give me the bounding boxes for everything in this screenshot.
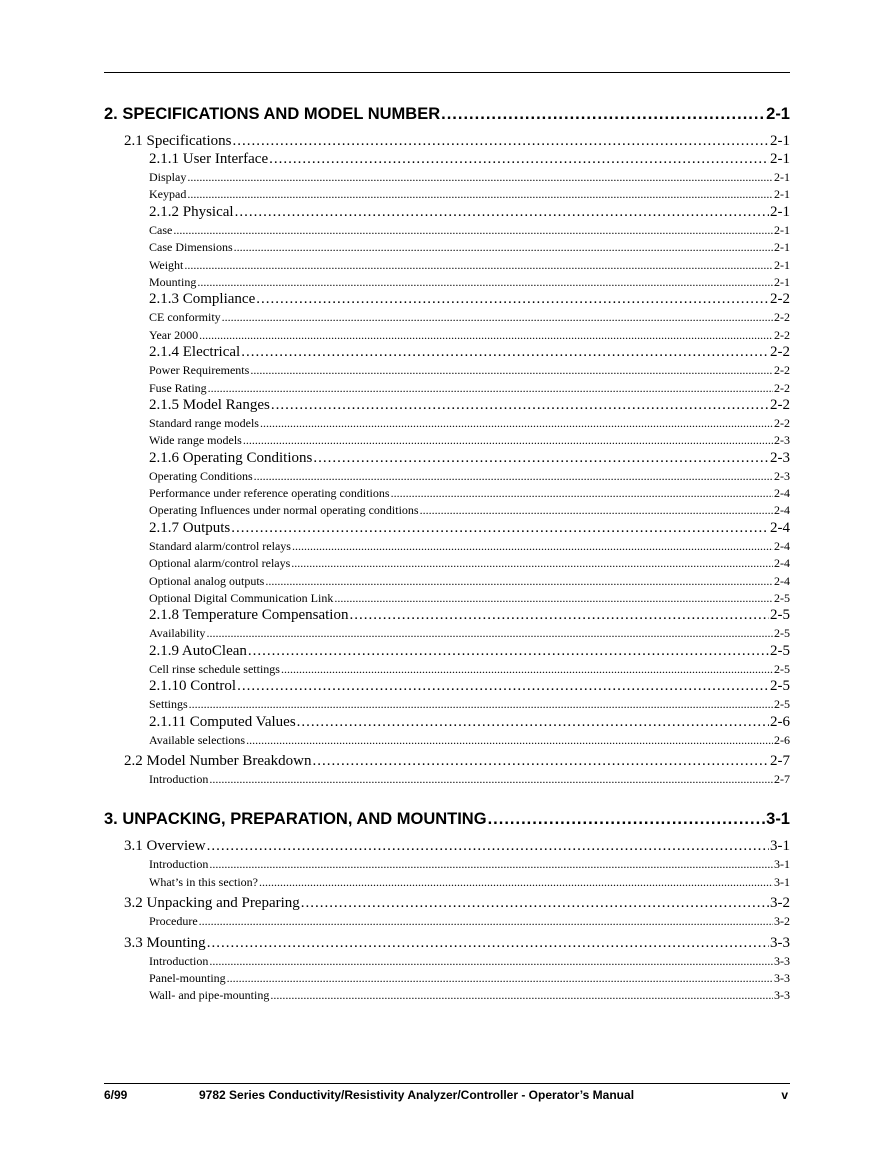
toc-entry-title: Wide range models (149, 433, 242, 448)
toc-entry-title: 2.1.1 User Interface (149, 151, 269, 167)
toc-entry-level-2[interactable] (104, 838, 790, 856)
toc-entry-level-4[interactable] (104, 913, 790, 930)
toc-entry-level-4[interactable] (104, 953, 790, 970)
toc-entry-title: 2.1.7 Outputs (149, 519, 231, 536)
toc-entry-level-3[interactable] (104, 291, 790, 309)
toc-entry-level-3[interactable] (104, 607, 790, 625)
toc-entry-title: Procedure (149, 914, 198, 929)
toc-entry-page: 2-1 (774, 240, 790, 255)
toc-entry-level-4[interactable] (104, 485, 790, 502)
toc-entry-level-4[interactable] (104, 257, 790, 274)
toc-entry-page: 2-5 (770, 607, 790, 624)
dot-leader (207, 838, 769, 855)
toc-entry-page: 2-4 (770, 519, 790, 536)
toc-entry-page: 3-2 (770, 895, 790, 912)
toc-entry-page: 2-1 (770, 151, 790, 167)
dot-leader (313, 450, 769, 467)
dot-leader (207, 935, 769, 952)
toc-entry-page: 3-1 (774, 857, 790, 872)
toc-entry-level-4[interactable] (104, 432, 790, 449)
toc-entry-title: 2.1.10 Control (149, 678, 237, 695)
toc-entry-title: 2. SPECIFICATIONS AND MODEL NUMBER (104, 105, 441, 123)
dot-leader (237, 678, 769, 695)
toc-entry-title: Optional alarm/control relays (149, 556, 291, 571)
toc-entry-page: 2-1 (774, 170, 790, 184)
toc-entry-level-4[interactable] (104, 222, 790, 239)
toc-entry-title: Introduction (149, 953, 209, 968)
toc-entry-page: 2-2 (774, 363, 790, 378)
footer-rule (104, 1083, 790, 1084)
dot-leader (269, 151, 769, 168)
toc-entry-title: 3.2 Unpacking and Preparing (124, 895, 300, 912)
toc-entry-page: 2-4 (774, 503, 790, 518)
toc-entry-level-4[interactable] (104, 696, 790, 713)
toc-entry-level-4[interactable] (104, 186, 790, 203)
toc-entry-level-4[interactable] (104, 415, 790, 432)
toc-entry-level-4[interactable] (104, 239, 790, 256)
footer-manual-title: 9782 Series Conductivity/Resistivity Analyzer/Controller - Operator’s Manual (199, 1088, 635, 1102)
toc-entry-title: 2.2 Model Number Breakdown (124, 752, 312, 769)
dot-leader (271, 397, 769, 414)
toc-entry-title: 2.1.8 Temperature Compensation (149, 607, 349, 624)
toc-entry-page: 2-4 (774, 556, 790, 571)
dot-leader (259, 874, 773, 891)
toc-entry-title: Cell rinse schedule settings (149, 661, 280, 676)
dot-leader (197, 274, 773, 291)
toc-entry-page: 2-4 (774, 538, 790, 553)
toc-entry-title: Introduction (149, 857, 209, 872)
toc-entry-title: Available selections (149, 732, 246, 747)
toc-entry-title: CE conformity (149, 310, 221, 325)
toc-entry-page: 2-5 (774, 591, 790, 606)
dot-leader (187, 186, 773, 203)
toc-entry-page: 2-1 (770, 133, 790, 149)
toc-entry-title: 2.1.6 Operating Conditions (149, 449, 313, 466)
toc-entry-title: 3.1 Overview (124, 838, 206, 855)
toc-entry-level-4[interactable] (104, 380, 790, 397)
dot-leader (246, 732, 773, 749)
toc-entry-page: 3-1 (766, 810, 790, 829)
toc-entry-page: 2-2 (770, 396, 790, 413)
toc-entry-level-2[interactable] (104, 935, 790, 953)
dot-leader (301, 895, 769, 912)
toc-entry-level-4[interactable] (104, 625, 790, 642)
toc-entry-title: Performance under reference operating conditions (149, 486, 390, 501)
toc-entry-level-4[interactable] (104, 771, 790, 788)
dot-leader (250, 362, 773, 379)
toc-entry-level-3[interactable] (104, 344, 790, 362)
dot-leader (243, 432, 773, 449)
toc-entry-title: Panel-mounting (149, 970, 226, 985)
toc-entry-level-3[interactable] (104, 450, 790, 468)
toc-entry-page: 2-5 (774, 697, 790, 712)
toc-entry-title: Operating Conditions (149, 468, 253, 483)
toc-entry-page: 2-6 (774, 732, 790, 747)
toc-entry-title: Year 2000 (149, 327, 199, 342)
dot-leader (206, 625, 773, 642)
dot-leader (270, 987, 773, 1004)
dot-leader (312, 753, 769, 770)
toc-entry-page: 2-4 (774, 573, 790, 588)
toc-entry-page: 2-6 (770, 713, 790, 730)
toc-entry-page: 3-1 (770, 838, 790, 855)
toc-entry-level-3[interactable] (104, 397, 790, 415)
toc-entry-level-4[interactable] (104, 538, 790, 555)
toc-entry-page: 2-1 (774, 274, 790, 289)
toc-entry-page: 2-3 (770, 449, 790, 466)
toc-entry-title: Power Requirements (149, 363, 250, 378)
toc-entry-title: 2.1.5 Model Ranges (149, 396, 270, 413)
dot-leader (281, 661, 773, 678)
toc-entry-title: Wall- and pipe-mounting (149, 988, 270, 1003)
dot-leader (391, 485, 773, 502)
toc-entry-level-2[interactable] (104, 753, 790, 771)
dot-leader (173, 222, 773, 239)
dot-leader (184, 257, 773, 274)
toc-entry-page: 2-2 (774, 380, 790, 395)
toc-entry-title: Settings (149, 697, 188, 712)
toc-entry-page: 2-1 (766, 105, 790, 123)
toc-entry-level-4[interactable] (104, 362, 790, 379)
dot-leader (441, 105, 765, 124)
toc-entry-level-2[interactable] (104, 895, 790, 913)
dot-leader (349, 607, 769, 624)
dot-leader (209, 953, 773, 970)
toc-entry-level-3[interactable] (104, 520, 790, 538)
toc-entry-title: 2.1.9 AutoClean (149, 642, 247, 659)
toc-entry-level-1[interactable] (104, 105, 790, 129)
dot-leader (222, 309, 773, 326)
toc-entry-title: Optional Digital Communication Link (149, 591, 334, 606)
dot-leader (254, 468, 773, 485)
toc-entry-page: 2-2 (774, 415, 790, 430)
toc-entry-page: 3-3 (774, 970, 790, 985)
toc-entry-title: 2.1.2 Physical (149, 203, 234, 220)
footer-date: 6/99 (104, 1088, 128, 1102)
toc-entry-level-4[interactable] (104, 732, 790, 749)
toc-entry-level-3[interactable] (104, 678, 790, 696)
toc-entry-level-4[interactable] (104, 590, 790, 607)
toc-entry-level-4[interactable] (104, 987, 790, 1004)
toc-entry-page: 2-2 (774, 310, 790, 325)
toc-entry-title: Standard range models (149, 415, 259, 430)
dot-leader (187, 169, 773, 186)
dot-leader (189, 696, 773, 713)
dot-leader (265, 573, 773, 590)
toc-entry-level-4[interactable] (104, 274, 790, 291)
toc-entry-title: Weight (149, 257, 184, 272)
toc-entry-title: Mounting (149, 274, 197, 289)
toc-entry-level-3[interactable] (104, 643, 790, 661)
toc-entry-page: 2-1 (774, 187, 790, 202)
toc-entry-page: 3-3 (770, 934, 790, 951)
toc-entry-title: 3.3 Mounting (124, 934, 206, 951)
dot-leader (292, 538, 773, 555)
dot-leader (488, 810, 766, 829)
toc-entry-page: 2-2 (770, 344, 790, 361)
footer-page-number: v (781, 1088, 788, 1102)
toc-entry-level-4[interactable] (104, 555, 790, 572)
toc-entry-level-4[interactable] (104, 502, 790, 519)
dot-leader (234, 239, 773, 256)
toc-entry-title: Case Dimensions (149, 240, 233, 255)
toc-entry-page: 2-5 (770, 642, 790, 659)
table-of-contents (104, 105, 790, 1005)
toc-entry-level-4[interactable] (104, 856, 790, 873)
dot-leader (227, 970, 773, 987)
toc-entry-page: 2-2 (770, 291, 790, 308)
toc-entry-page: 3-3 (774, 988, 790, 1003)
toc-entry-page: 2-3 (774, 468, 790, 483)
toc-entry-title: Case (149, 222, 173, 237)
toc-entry-page: 2-5 (770, 678, 790, 695)
toc-entry-level-3[interactable] (104, 714, 790, 732)
toc-entry-page: 3-3 (774, 953, 790, 968)
toc-entry-title: Operating Influences under normal operating conditions (149, 503, 419, 518)
toc-entry-title: 2.1.4 Electrical (149, 344, 241, 361)
toc-entry-title: Fuse Rating (149, 380, 207, 395)
dot-leader (199, 327, 773, 344)
toc-entry-title: Keypad (149, 187, 187, 202)
dot-leader (248, 643, 769, 660)
toc-entry-title: 2.1.3 Compliance (149, 291, 256, 308)
dot-leader (209, 856, 773, 873)
toc-entry-level-3[interactable] (104, 151, 790, 169)
dot-leader (209, 771, 773, 788)
toc-entry-level-4[interactable] (104, 573, 790, 590)
toc-entry-page: 2-7 (770, 752, 790, 769)
toc-entry-title: Optional analog outputs (149, 573, 265, 588)
toc-entry-level-4[interactable] (104, 169, 790, 186)
toc-entry-page: 2-4 (774, 486, 790, 501)
toc-entry-level-3[interactable] (104, 204, 790, 222)
toc-entry-page: 3-2 (774, 914, 790, 929)
dot-leader (256, 291, 769, 308)
toc-entry-level-2[interactable] (104, 133, 790, 151)
toc-entry-page: 2-7 (774, 771, 790, 786)
toc-entry-page: 3-1 (774, 874, 790, 889)
dot-leader (235, 204, 769, 221)
dot-leader (260, 415, 773, 432)
toc-entry-title: 3. UNPACKING, PREPARATION, AND MOUNTING (104, 810, 487, 829)
toc-entry-title: 2.1.11 Computed Values (149, 713, 296, 730)
dot-leader (334, 590, 773, 607)
toc-entry-level-1[interactable] (104, 810, 790, 834)
dot-leader (232, 133, 769, 150)
dot-leader (208, 380, 773, 397)
toc-entry-title: What’s in this section? (149, 874, 258, 889)
toc-entry-level-4[interactable] (104, 468, 790, 485)
toc-entry-page: 2-5 (774, 626, 790, 641)
toc-entry-title: Display (149, 170, 187, 184)
toc-entry-level-4[interactable] (104, 970, 790, 987)
header-rule (104, 72, 790, 73)
dot-leader (199, 913, 773, 930)
dot-leader (420, 502, 773, 519)
toc-entry-page: 2-1 (770, 203, 790, 220)
toc-entry-page: 2-1 (774, 257, 790, 272)
toc-entry-title: Introduction (149, 771, 209, 786)
toc-entry-level-4[interactable] (104, 661, 790, 678)
toc-entry-title: Availability (149, 626, 206, 641)
dot-leader (291, 555, 773, 572)
toc-entry-level-4[interactable] (104, 327, 790, 344)
toc-entry-page: 2-5 (774, 661, 790, 676)
dot-leader (241, 344, 769, 361)
toc-entry-level-4[interactable] (104, 309, 790, 326)
toc-entry-level-4[interactable] (104, 874, 790, 891)
toc-entry-page: 2-3 (774, 433, 790, 448)
toc-entry-title: 2.1 Specifications (124, 133, 232, 149)
toc-entry-page: 2-2 (774, 327, 790, 342)
toc-entry-page: 2-1 (774, 222, 790, 237)
toc-entry-title: Standard alarm/control relays (149, 538, 291, 553)
dot-leader (231, 520, 769, 537)
dot-leader (297, 714, 769, 731)
